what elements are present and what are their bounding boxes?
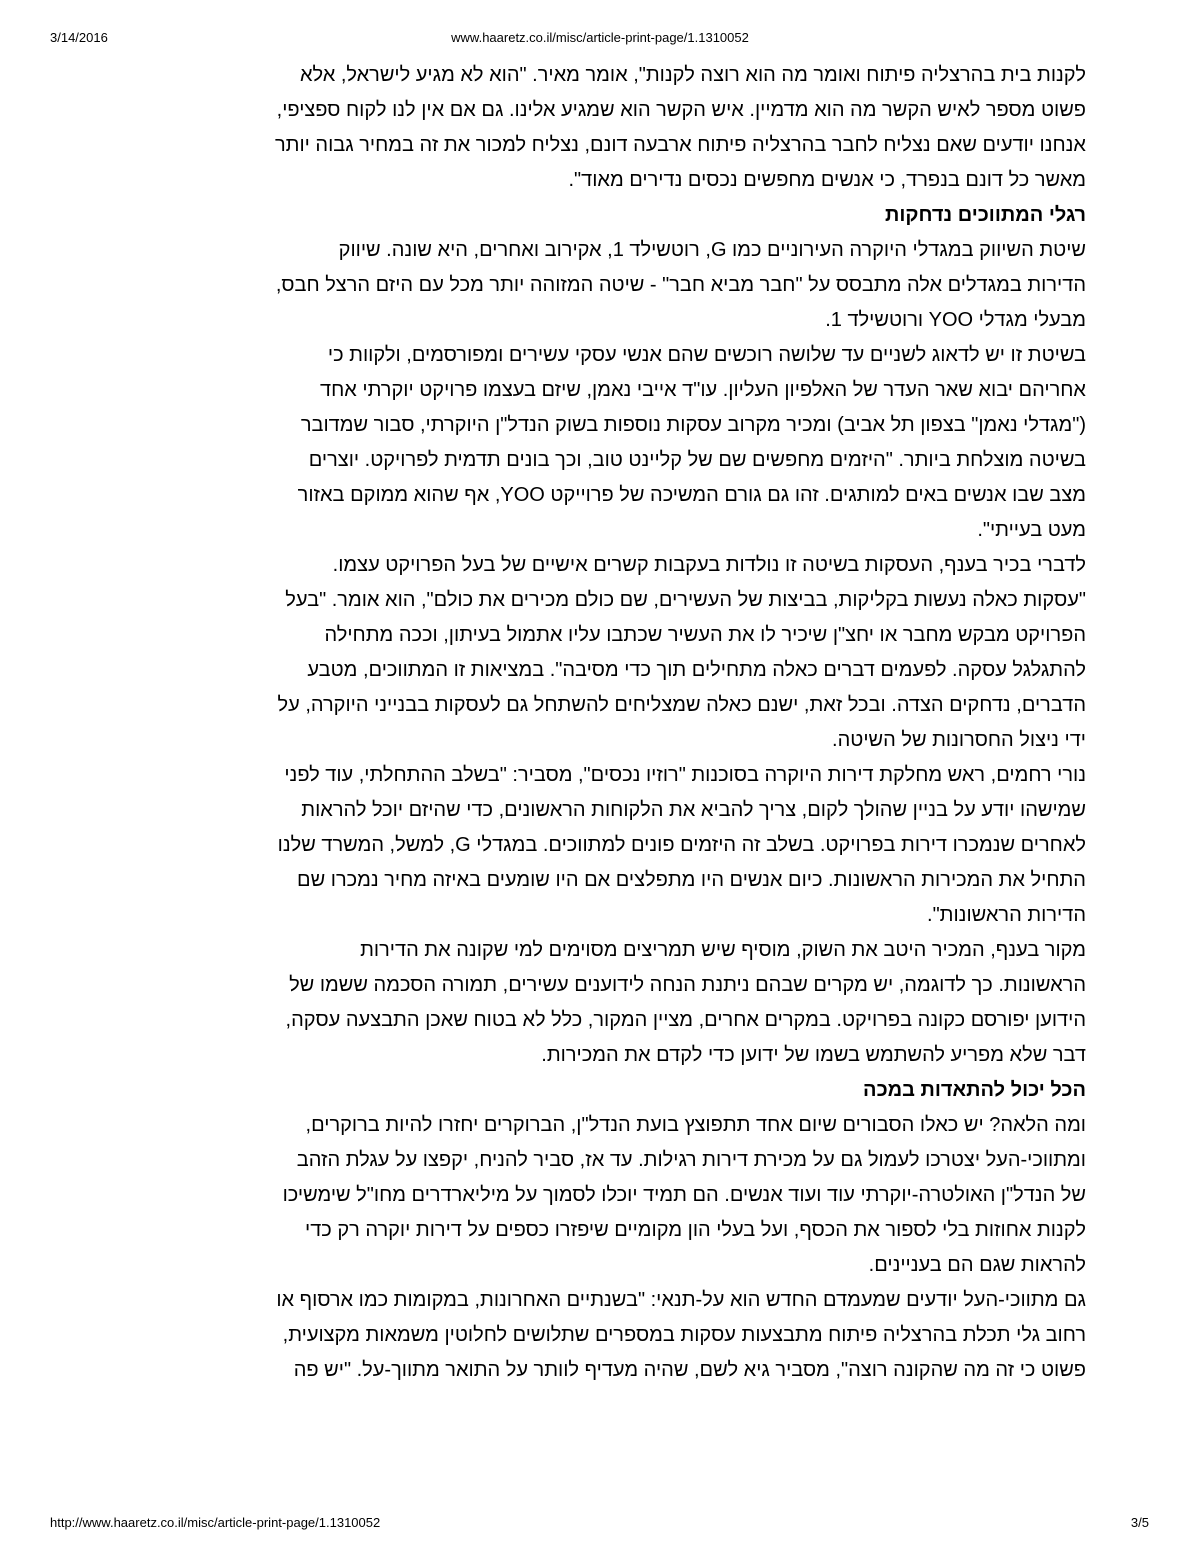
paragraph-line: פשוט כי זה מה שהקונה רוצה", מסביר גיא לשם, שהיה מעדיף לוותר על התואר מתווך-על. "יש פה [293, 1359, 1086, 1381]
article-paragraph [150, 1108, 1086, 1283]
paragraph-line: הדירות במגדלים אלה מתבסס על "חבר מביא חבר" - שיטה המזוהה יותר מכל עם היזם הרצל חבס, [275, 274, 1086, 296]
paragraph-line: אחריהם יבוא שאר העדר של האלפיון העליון. עו"ד אייבי נאמן, שיזם בעצמו פרויקט יוקרתי אחד [320, 379, 1086, 401]
paragraph-line: ומה הלאה? יש כאלו הסבורים שיום אחד תתפוצץ בועת הנדל"ן, הברוקרים יחזרו להיות ברוקרים, [305, 1114, 1086, 1136]
paragraph-line: מבעלי מגדלי YOO ורוטשילד 1. [825, 309, 1086, 331]
print-header-url: www.haaretz.co.il/misc/article-print-page/1.1310052 [451, 30, 749, 45]
article-paragraph [150, 758, 1086, 933]
paragraph-line: לקנות בית בהרצליה פיתוח ואומר מה הוא רוצה לקנות", אומר מאיר. "הוא לא מגיע לישראל, אלא [299, 64, 1086, 86]
print-date: 3/14/2016 [50, 30, 108, 45]
paragraph-line: "עסקות כאלה נעשות בקליקות, בביצות של העשירים, שם כולם מכירים את כולם", הוא אומר. "בעל [285, 589, 1086, 611]
page-number: 3/5 [1130, 1515, 1149, 1530]
paragraph-line: בשיטה מוצלחת ביותר. "היזמים מחפשים שם של קליינט טוב, וכך בונים תדמית לפרויקט. יוצרים [308, 449, 1086, 471]
paragraph-line: הראשונות. כך לדוגמה, יש מקרים שבהם ניתנת הנחה לידוענים עשירים, תמורה הסכמה ששמו של [289, 974, 1086, 996]
paragraph-line: הדירות הראשונות". [927, 904, 1086, 926]
article-paragraph [150, 933, 1086, 1073]
paragraph-line: לדברי בכיר בענף, העסקות בשיטה זו נולדות בעקבות קשרים אישיים של בעל הפרויקט עצמו. [332, 554, 1086, 576]
paragraph-line: ("מגדלי נאמן" בצפון תל אביב) ומכיר מקרוב עסקות נוספות בשוק הנדל"ן היוקרתי, סבור שמדובר [300, 414, 1086, 436]
paragraph-line: אנחנו יודעים שאם נצליח לחבר בהרצליה פיתוח ארבעה דונם, נצליח למכור את זה במחיר גבוה יותר [274, 134, 1086, 156]
print-footer-url: http://www.haaretz.co.il/misc/article-print-page/1.1310052 [50, 1515, 381, 1530]
paragraph-line: התחיל את המכירות הראשונות. כיום אנשים היו מתפלצים אם היו שומעים באיזה מחיר נמכרו שם [297, 869, 1086, 891]
section-heading [150, 198, 1086, 233]
print-footer [0, 1515, 1200, 1535]
paragraph-line: פשוט מספר לאיש הקשר מה הוא מדמיין. איש הקשר הוא שמגיע אלינו. גם אם אין לנו לקוח ספציפי, [276, 99, 1086, 121]
paragraph-line: גם מתווכי-העל יודעים שמעמדם החדש הוא על-תנאי: "בשנתיים האחרונות, במקומות כמו ארסוף או [276, 1289, 1086, 1311]
section-heading [150, 1073, 1086, 1108]
article-paragraph [150, 548, 1086, 758]
paragraph-line: להראות שגם הם בעניינים. [868, 1254, 1086, 1276]
heading-line: הכל יכול להתאדות במכה [863, 1079, 1086, 1101]
paragraph-line: מצב שבו אנשים באים למותגים. זהו גם גורם המשיכה של פרוייקט YOO, אף שהוא ממוקם באזור [297, 484, 1086, 506]
article-paragraph [150, 1283, 1086, 1388]
article-paragraph [150, 338, 1086, 548]
paragraph-line: מאשר כל דונם בנפרד, כי אנשים מחפשים נכסים נדירים מאוד". [568, 169, 1086, 191]
paragraph-line: דבר שלא מפריע להשתמש בשמו של ידוען כדי לקדם את המכירות. [541, 1044, 1086, 1066]
paragraph-line: הידוען יפורסם כקונה בפרויקט. במקרים אחרים, מציין המקור, כלל לא בטוח שאכן התבצעה עסקה, [285, 1009, 1086, 1031]
paragraph-line: שמישהו יודע על בניין שהולך לקום, צריך להביא את הלקוחות הראשונים, כדי שהיזם יוכל להראות [301, 799, 1086, 821]
article-paragraph [150, 58, 1086, 198]
paragraph-line: לאחרים שנמכרו דירות בפרויקט. בשלב זה היזמים פונים למתווכים. במגדלי G, למשל, המשרד שלנו [277, 834, 1086, 856]
paragraph-line: רחוב גלי תכלת בהרצליה פיתוח מתבצעות עסקות במספרים שתלושים לחלוטין משמאות מקצועית, [282, 1324, 1086, 1346]
paragraph-line: של הנדל"ן האולטרה-יוקרתי עוד ועוד אנשים. הם תמיד יוכלו לסמוך על מיליארדרים מחו"ל שימשיכו [282, 1184, 1086, 1206]
article-paragraph [150, 233, 1086, 338]
article-body [150, 58, 1086, 1388]
paragraph-line: ידי ניצול החסרונות של השיטה. [832, 729, 1086, 751]
paragraph-line: לקנות אחוזות בלי לספור את הכסף, ועל בעלי הון מקומיים שיפזרו כספים על דירות יוקרה רק כדי [305, 1219, 1086, 1241]
paragraph-line: מעט בעייתי". [977, 519, 1086, 541]
heading-line: רגלי המתווכים נדחקות [885, 204, 1086, 226]
paragraph-line: שיטת השיווק במגדלי היוקרה העירוניים כמו G, רוטשילד 1, אקירוב ואחרים, היא שונה. שיווק [338, 239, 1086, 261]
paragraph-line: נורי רחמים, ראש מחלקת דירות היוקרה בסוכנות "רוזיו נכסים", מסביר: "בשלב ההתחלתי, עוד לפני [284, 764, 1086, 786]
paragraph-line: הדברים, נדחקים הצדה. ובכל זאת, ישנם כאלה שמצליחים להשתחל גם לעסקות בבנייני היוקרה, על [277, 694, 1086, 716]
print-header [0, 30, 1200, 50]
paragraph-line: ומתווכי-העל יצטרכו לעמול גם על מכירת דירות רגילות. עד אז, סביר להניח, יקפצו על עגלת הזהב [296, 1149, 1086, 1171]
paragraph-line: להתגלגל עסקה. לפעמים דברים כאלה מתחילים תוך כדי מסיבה". במציאות זו המתווכים, מטבע [307, 659, 1086, 681]
paragraph-line: הפרויקט מבקש מחבר או יחצ"ן שיכיר לו את העשיר שכתבו עליו אתמול בעיתון, וככה מתחילה [324, 624, 1086, 646]
paragraph-line: מקור בענף, המכיר היטב את השוק, מוסיף שיש תמריצים מסוימים למי שקונה את הדירות [360, 939, 1086, 961]
paragraph-line: בשיטת זו יש לדאוג לשניים עד שלושה רוכשים שהם אנשי עסקי עשירים ומפורסמים, ולקוות כי [327, 344, 1086, 366]
